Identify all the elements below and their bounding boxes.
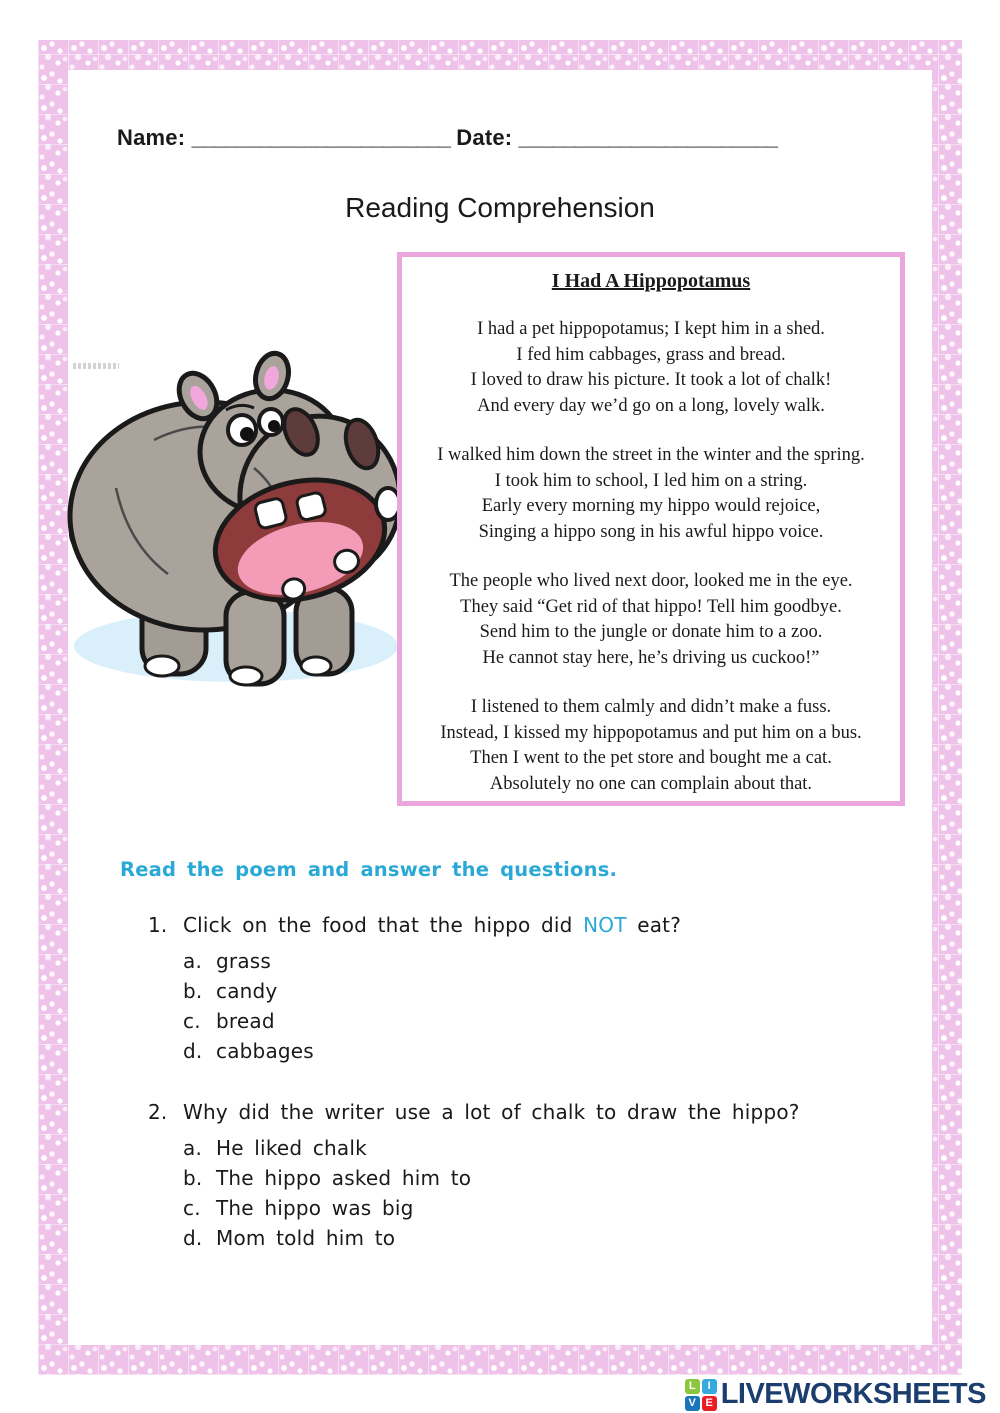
poem-line: The people who lived next door, looked me in the eye. [449, 571, 853, 591]
question-1-text: Click on the food that the hippo did NOT eat? [183, 913, 682, 937]
q1-option-c-text: bread [216, 1009, 275, 1033]
poem-line: I loved to draw his picture. It took a lot of chalk! [470, 370, 832, 390]
q1-option-b[interactable]: b. candy [183, 979, 278, 1003]
poem-line: And every day we’d go on a long, lovely walk. [477, 395, 825, 416]
q2-option-b-text: The hippo asked him to [216, 1166, 472, 1190]
poem-stanza-3 [402, 569, 900, 671]
name-blank-line[interactable]: _______________________ [191, 125, 450, 150]
poem-line: Singing a hippo song in his awful hippo voice. [478, 521, 824, 542]
instruction-text: Read the poem and answer the questions. [120, 858, 618, 881]
liveworksheets-logo-icon [685, 1379, 717, 1411]
question-2-number: 2. [148, 1100, 168, 1124]
poem-box [397, 252, 905, 806]
poem-line: I listened to them calmly and didn’t make a fuss. [470, 697, 832, 717]
logo-tile-l: L [685, 1379, 700, 1394]
q2-option-c-text: The hippo was big [216, 1196, 414, 1220]
liveworksheets-wordmark: LIVEWORKSHEETS [720, 1378, 986, 1410]
page-title: Reading Comprehension [345, 192, 655, 223]
q1-option-b-text: candy [216, 979, 278, 1003]
question-2-text: Why did the writer use a lot of chalk to draw the hippo? [183, 1100, 800, 1124]
q1-option-c[interactable]: c. bread [183, 1009, 275, 1033]
q2-option-d[interactable]: d. Mom told him to [183, 1226, 396, 1250]
q1-option-d-text: cabbages [216, 1039, 314, 1063]
date-blank-line[interactable]: _______________________ [518, 125, 778, 150]
poem-line: Then I went to the pet store and bought me a cat. [470, 748, 832, 768]
q1-option-d[interactable]: d. cabbages [183, 1039, 314, 1063]
liveworksheets-logo[interactable] [685, 1378, 986, 1411]
hippo-illustration [58, 348, 406, 696]
poem-line: I walked him down the street in the winter and the spring. [437, 445, 865, 465]
logo-tile-i: I [702, 1379, 717, 1394]
highlight-not: NOT [583, 913, 627, 937]
question-1 [148, 913, 681, 1066]
question-1-number: 1. [148, 913, 168, 937]
date-label: Date: [456, 125, 513, 150]
logo-tile-v: V [685, 1396, 700, 1411]
poem-stanza-1 [402, 317, 900, 419]
q2-option-c[interactable]: c. The hippo was big [183, 1196, 414, 1220]
poem-line: I took him to school, I led him on a string. [494, 470, 808, 491]
q2-option-d-text: Mom told him to [216, 1226, 396, 1250]
q2-option-a-text: He liked chalk [216, 1136, 367, 1160]
q1-option-a[interactable]: a. grass [183, 949, 272, 973]
name-date-row [117, 125, 777, 151]
poem-line: They said “Get rid of that hippo! Tell him goodbye. [460, 596, 842, 617]
poem-stanza-2 [402, 443, 900, 545]
q2-option-b[interactable]: b. The hippo asked him to [183, 1166, 472, 1190]
poem-line: Instead, I kissed my hippopotamus and put him on a bus. [440, 722, 862, 743]
image-watermark [73, 363, 119, 369]
poem-line: Absolutely no one can complain about that. [489, 773, 813, 794]
poem-line: I fed him cabbages, grass and bread. [516, 344, 786, 365]
poem-title: I Had A Hippopotamus [551, 270, 751, 292]
poem-line: He cannot stay here, he’s driving us cuckoo!” [482, 647, 820, 668]
logo-tile-e: E [702, 1396, 717, 1411]
poem-stanza-4 [402, 695, 900, 797]
q1-option-a-text: grass [216, 949, 272, 973]
question-2 [148, 1100, 800, 1253]
q2-option-a[interactable]: a. He liked chalk [183, 1136, 367, 1160]
poem-line: Early every morning my hippo would rejoice, [481, 496, 821, 516]
hippo-cartoon-svg [58, 348, 406, 696]
poem-line: I had a pet hippopotamus; I kept him in a shed. [477, 319, 825, 339]
name-label: Name: [117, 125, 186, 150]
poem-line: Send him to the jungle or donate him to a zoo. [479, 622, 823, 642]
